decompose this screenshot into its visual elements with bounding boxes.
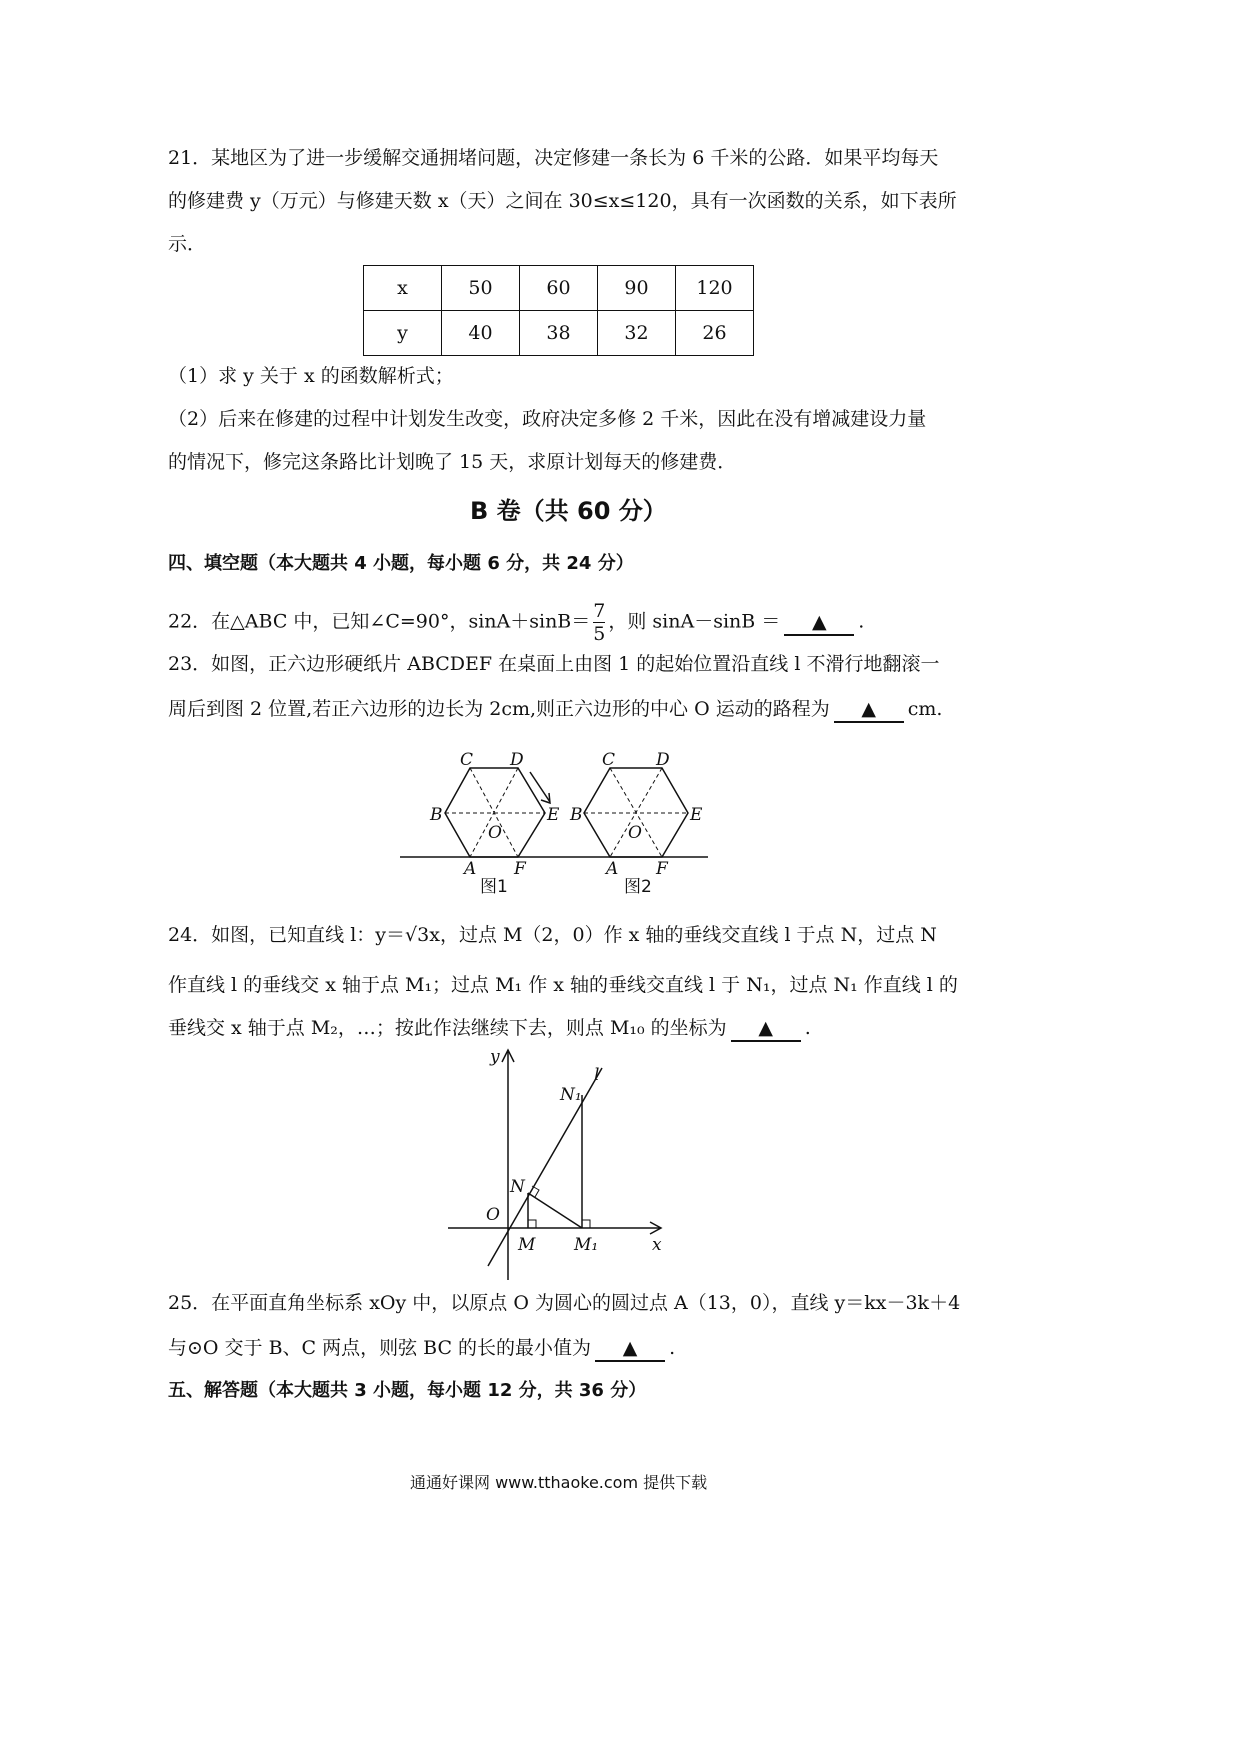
roll-arrow [530,772,550,802]
table-cell: y [364,311,442,356]
q21-part1: （1）求 y 关于 x 的函数解析式； [168,365,454,387]
q25-line1: 25．在平面直角坐标系 xOy 中，以原点 O 为圆心的圆过点 A（13，0），直线 y＝kx－3k＋4 [168,1292,961,1314]
section-5-heading: 五、解答题（本大题共 3 小题，每小题 12 分，共 36 分） [168,1380,647,1401]
label: A [464,859,477,879]
point-label: N [510,1177,525,1197]
axis-label: x [652,1235,662,1255]
answer-blank: ▲ [731,1016,801,1042]
denominator: 5 [593,623,606,645]
q22-text-mid: ，则 sinA－sinB ＝ [608,610,781,633]
table-cell: x [364,266,442,311]
label: E [547,805,560,825]
q25-line2 [168,1336,675,1362]
q24-text: 垂线交 x 轴于点 M₂，…；按此作法继续下去，则点 M₁₀ 的坐标为 [168,1017,727,1039]
q24-line2: 作直线 l 的垂线交 x 轴于点 M₁；过点 M₁ 作 x 轴的垂线交直线 l 于 N₁，过点 N₁ 作直线 l 的 [168,974,958,996]
footer: 通通好课网 www.tthaoke.com 提供下载 [410,1473,708,1492]
line-label: l [594,1065,600,1085]
table-cell: 38 [520,311,598,356]
label: B [430,805,443,825]
q25-text: 与⊙O 交于 B、C 两点，则弦 BC 的长的最小值为 [168,1337,592,1359]
q21-part2-line2: 的情况下，修完这条路比计划晚了 15 天，求原计划每天的修建费． [168,451,737,473]
answer-blank: ▲ [834,697,904,723]
point-label: N₁ [560,1085,582,1105]
caption: 图1 [480,877,508,897]
q21-line1: 21．某地区为了进一步缓解交通拥堵问题，决定修建一条长为 6 千米的公路．如果平均每天 [168,147,939,169]
label: D [510,750,524,770]
answer-blank: ▲ [595,1336,665,1362]
label: O [488,823,502,843]
label: D [656,750,670,770]
q23-line1: 23．如图，正六边形硬纸片 ABCDEF 在桌面上由图 1 的起始位置沿直线 l 不滑行地翻滚一 [168,653,940,675]
label: C [460,750,474,770]
q24-line3 [168,1016,811,1042]
point-label: O [486,1205,500,1225]
point-label: M [518,1235,536,1255]
table-cell: 60 [520,266,598,311]
point-label: M₁ [574,1235,599,1255]
section-b-title: B 卷（共 60 分） [470,497,667,525]
label: O [628,823,642,843]
label: E [690,805,703,825]
table-cell: 32 [598,311,676,356]
label: B [570,805,583,825]
q23-text: 周后到图 2 位置,若正六边形的边长为 2cm,则正六边形的中心 O 运动的路程为 [168,698,830,720]
axis-label: y [490,1047,500,1067]
q22-text: 22．在△ABC 中，已知∠C=90°，sinA＋sinB＝ [168,610,591,633]
table-cell: 120 [676,266,754,311]
table-cell: 50 [442,266,520,311]
q24-line1: 24．如图，已知直线 l：y＝√3x，过点 M（2，0）作 x 轴的垂线交直线 l 于点 N，过点 N [168,924,937,946]
q21-line2: 的修建费 y（万元）与修建天数 x（天）之间在 30≤x≤120，具有一次函数的关系，如下表所 [168,190,957,212]
q21-line3: 示． [168,233,207,255]
table-cell: 40 [442,311,520,356]
table-cell: 90 [598,266,676,311]
q22-end: . [858,610,865,633]
table-cell: 26 [676,311,754,356]
label: F [514,859,526,879]
hexagon-labels [429,750,703,897]
q23-unit: cm. [907,698,943,720]
numerator: 7 [593,600,606,622]
label: A [606,859,619,879]
caption: 图2 [624,877,652,897]
answer-blank: ▲ [784,610,854,636]
q24-end: . [804,1017,811,1039]
section-4-heading: 四、填空题（本大题共 4 小题，每小题 6 分，共 24 分） [168,553,634,574]
coordinate-figure [448,1050,661,1280]
q25-end: . [669,1337,676,1359]
label: C [602,750,616,770]
q21-part2-line1: （2）后来在修建的过程中计划发生改变，政府决定多修 2 千米，因此在没有增减建设力量 [168,408,927,430]
label: F [656,859,668,879]
